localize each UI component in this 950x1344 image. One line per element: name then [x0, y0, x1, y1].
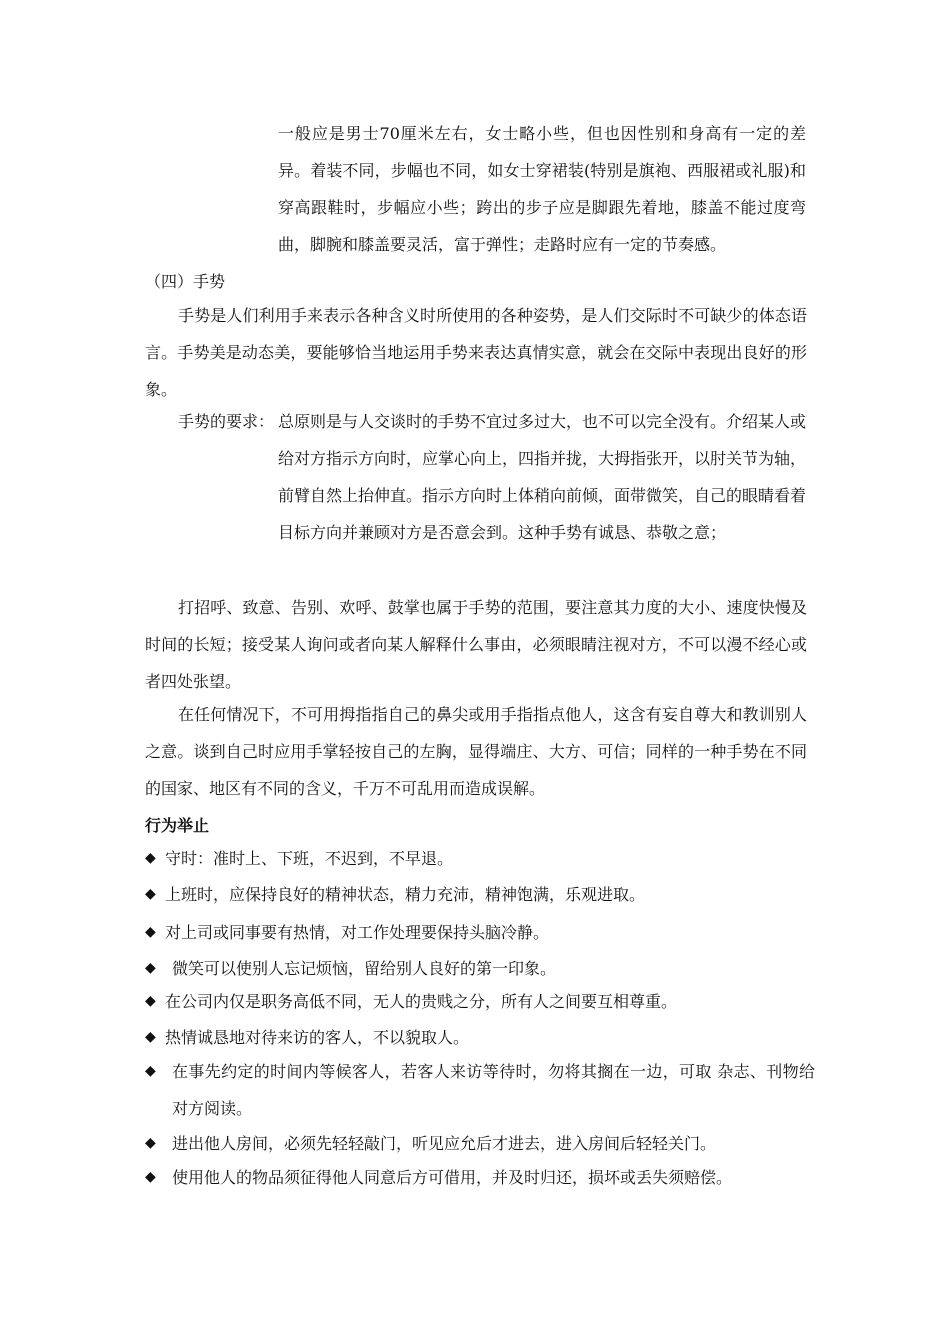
list-item	[145, 914, 815, 951]
diamond-bullet-icon: ◆	[145, 924, 156, 940]
list-item	[145, 983, 815, 1020]
list-item	[145, 876, 815, 913]
list-item	[145, 950, 815, 987]
list-item-text: 守时：准时上、下班，不迟到，不早退。	[165, 849, 454, 868]
list-item	[145, 1053, 815, 1127]
diamond-bullet-icon: ◆	[145, 850, 156, 866]
diamond-bullet-icon: ◆	[145, 1063, 156, 1079]
list-item-text: 使用他人的物品须征得他人同意后方可借用，并及时归还，损坏或丢失须赔偿。	[172, 1168, 733, 1187]
list-item	[145, 840, 815, 877]
diamond-bullet-icon: ◆	[145, 960, 156, 976]
paragraph-gesture-intro: 手势是人们利用手来表示各种含义时所使用的各种姿势，是人们交际时不可缺少的体态语言。手势美是动态美，要能够恰当地运用手势来表达真情实意，就会在交际中表现出良好的形象。	[145, 306, 807, 399]
gesture-requirements-label: 手势的要求：	[178, 412, 275, 431]
list-item-text: 进出他人房间，必须先轻轻敲门，听见应允后才进去，进入房间后轻轻关门。	[172, 1134, 717, 1153]
list-item-text: 对上司或同事要有热情，对工作处理要保持头脑冷静。	[165, 923, 550, 942]
paragraph-gesture-requirements: 总原则是与人交谈时的手势不宜过多过大，也不可以完全没有。介绍某人或给对方指示方向时，应掌心向上，四指并拢，大拇指张开，以肘关节为轴，前臂自然上抬伸直。指示方向时上体稍向前倾，面带微笑，自己的眼睛看着目标方向并兼顾对方是否意会到。这种手势有诚恳、恭敬之意；	[278, 412, 807, 542]
list-item	[145, 1125, 815, 1162]
list-item-text: 热情诚恳地对待来访的客人，不以貌取人。	[165, 1028, 470, 1047]
list-item-text: 上班时，应保持良好的精神状态，精力充沛，精神饱满，乐观进取。	[165, 885, 646, 904]
diamond-bullet-icon: ◆	[145, 1135, 156, 1151]
list-item-text: 在事先约定的时间内等候客人，若客人来访等待时，勿将其搁在一边，可取 杂志、刊物给对方阅读。	[172, 1062, 815, 1118]
diamond-bullet-icon: ◆	[145, 1029, 156, 1045]
section-title-gesture: （四）手势	[145, 272, 226, 291]
list-item-text: 微笑可以使别人忘记烦恼，留给别人良好的第一印象。	[172, 959, 557, 978]
paragraph-pointing-etiquette: 在任何情况下，不可用拇指指自己的鼻尖或用手指指点他人，这含有妄自尊大和教训别人之意。谈到自己时应用手掌轻按自己的左胸，显得端庄、大方、可信；同样的一种手势在不同的国家、地区有不同的含义，千万不可乱用而造成误解。	[145, 705, 807, 798]
list-item	[145, 1019, 815, 1056]
list-item-text: 在公司内仅是职务高低不同，无人的贵贱之分，所有人之间要互相尊重。	[165, 992, 678, 1011]
diamond-bullet-icon: ◆	[145, 886, 156, 902]
section-title-behavior: 行为举止	[145, 816, 210, 835]
paragraph-greeting-gestures: 打招呼、致意、告别、欢呼、鼓掌也属于手势的范围，要注意其力度的大小、速度快慢及时间的长短；接受某人询问或者向某人解释什么事由，必须眼睛注视对方，不可以漫不经心或者四处张望。	[145, 598, 807, 691]
list-item	[145, 1159, 815, 1196]
diamond-bullet-icon: ◆	[145, 993, 156, 1009]
paragraph-step-length: 一般应是男士70厘米左右，女士略小些，但也因性别和身高有一定的差异。着装不同，步幅也不同，如女士穿裙装(特别是旗袍、西服裙或礼服)和穿高跟鞋时，步幅应小些；跨出的步子应是脚跟先着地，膝盖不能过度弯曲，脚腕和膝盖要灵活，富于弹性；走路时应有一定的节奏感。	[278, 124, 806, 254]
diamond-bullet-icon: ◆	[145, 1169, 156, 1185]
